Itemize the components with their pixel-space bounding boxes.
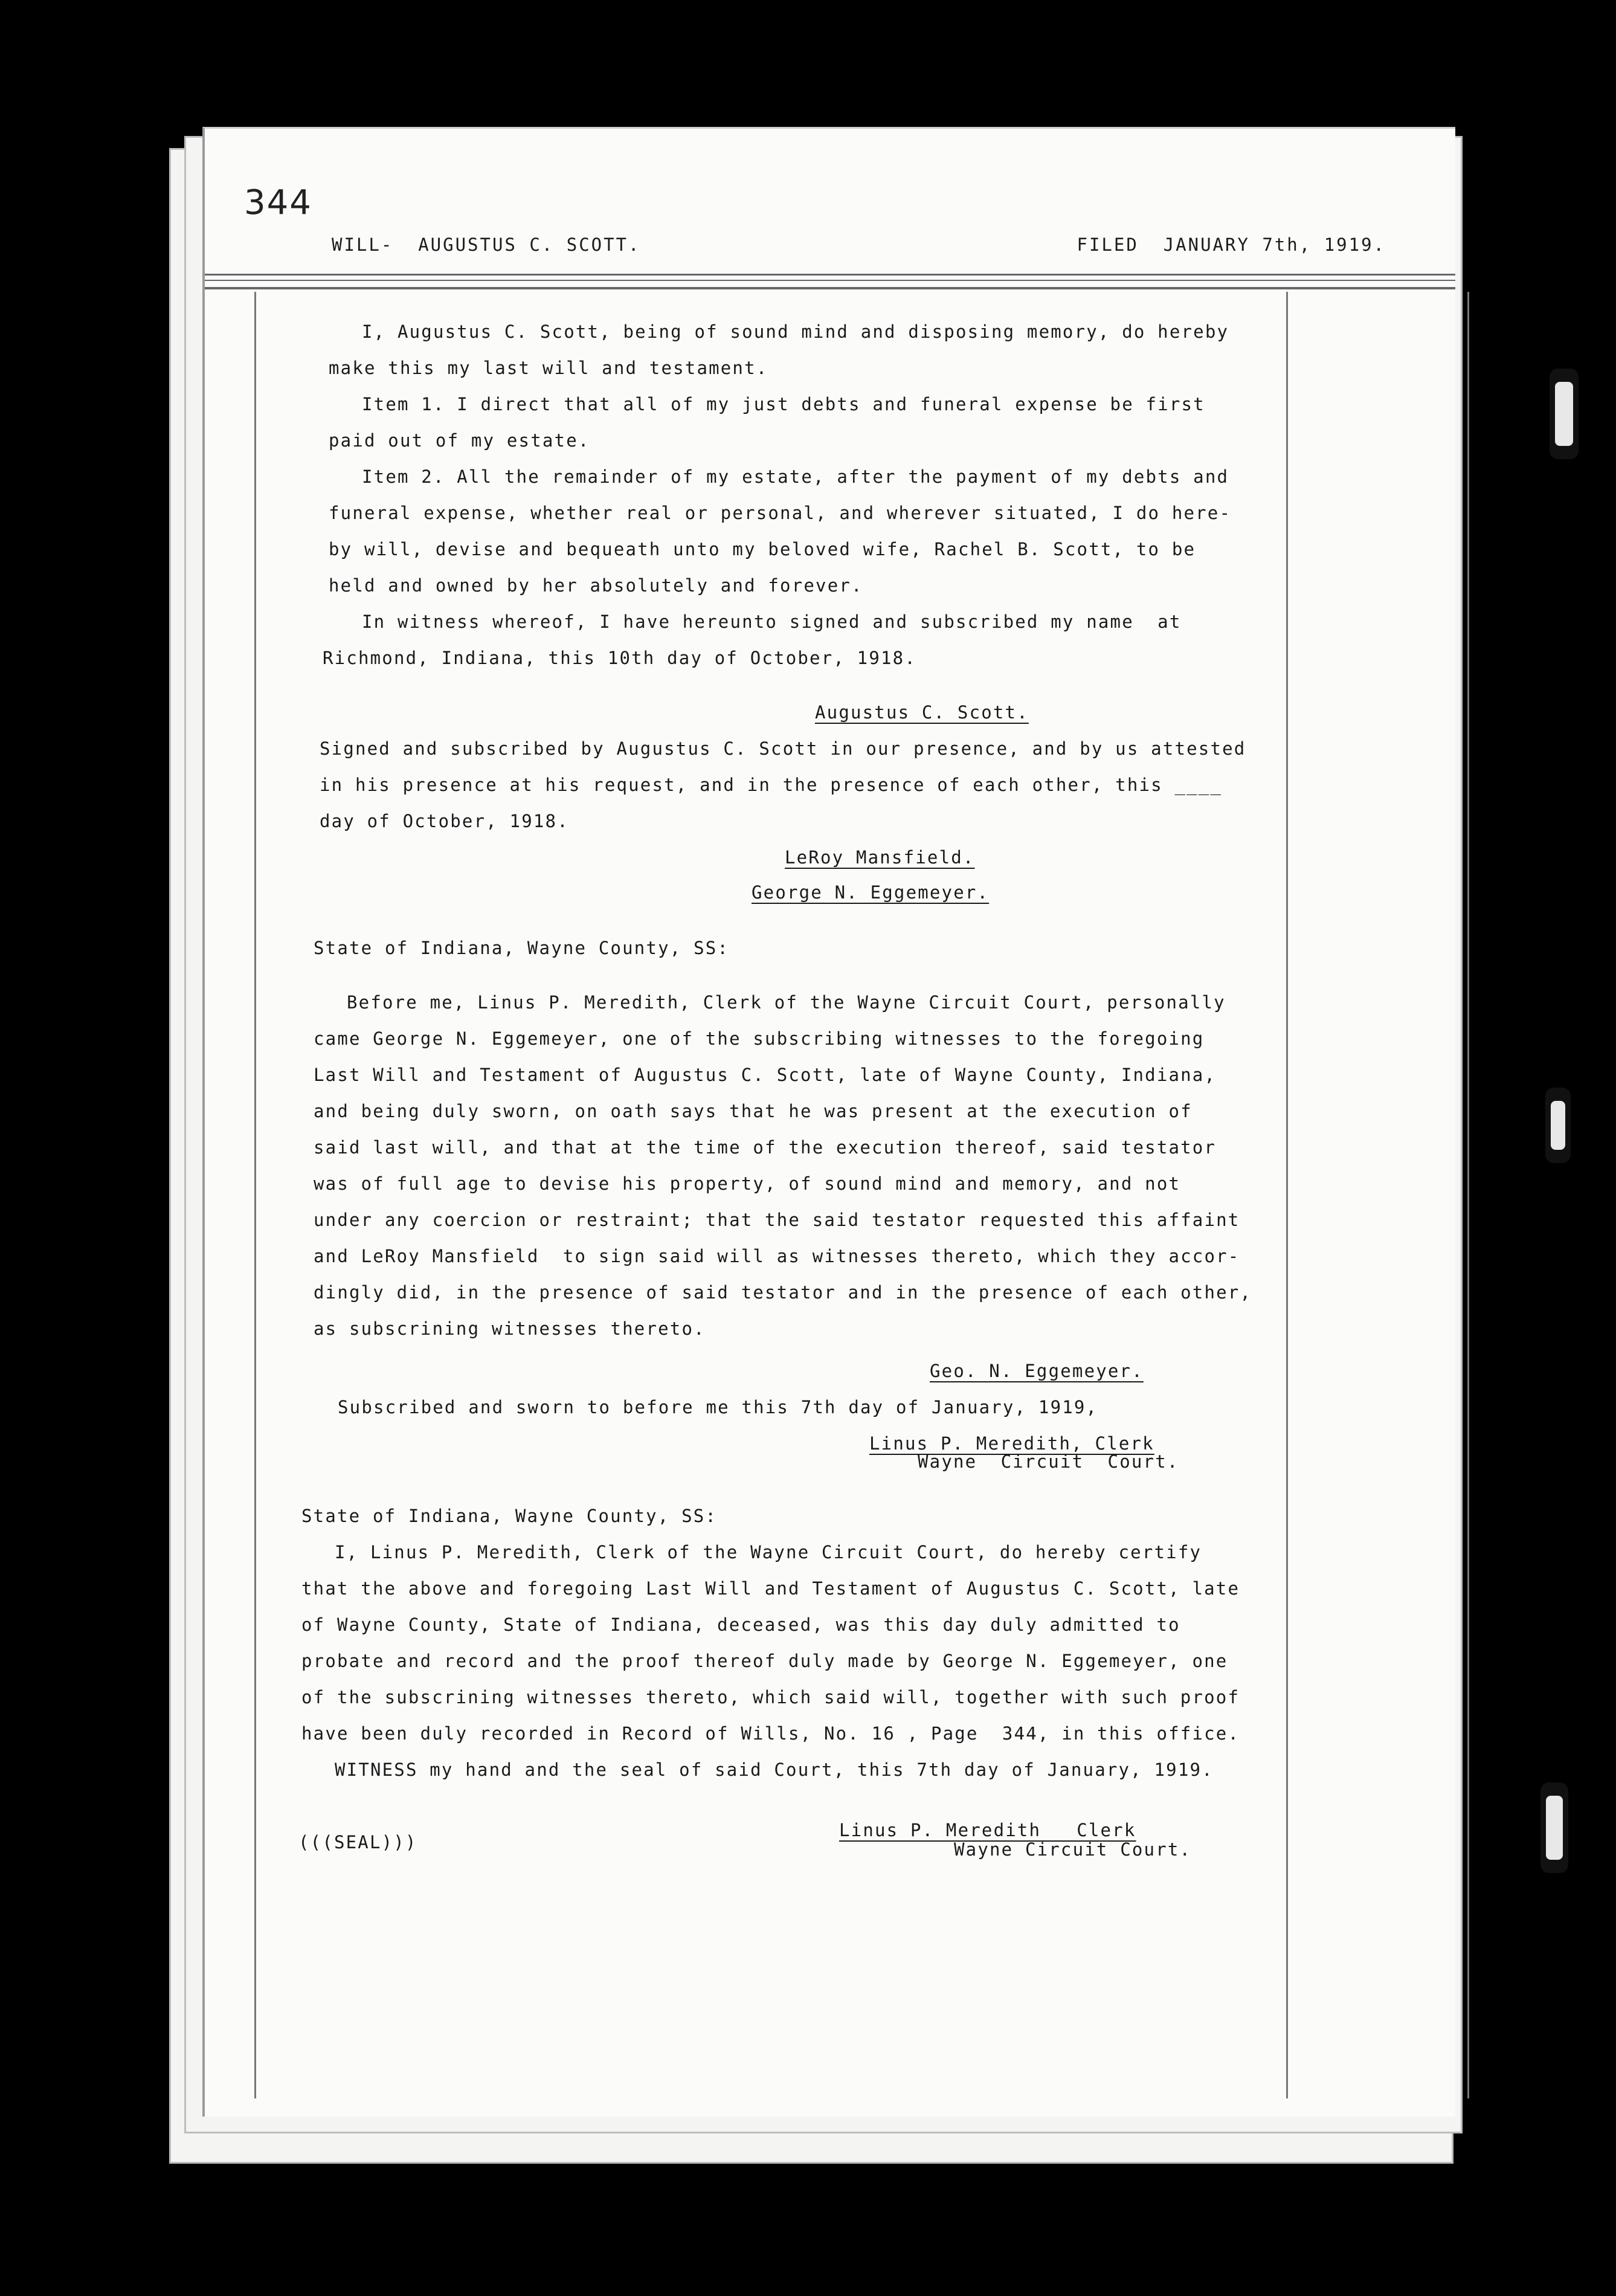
will-line: by will, devise and bequeath unto my beloved wife, Rachel B. Scott, to be [329,539,1196,559]
certificate-line: have been duly recorded in Record of Wills, No. 16 , Page 344, in this office. [301,1723,1240,1744]
will-line: funeral expense, whether real or personal, and wherever situated, I do here- [329,503,1232,523]
affidavit-line: dingly did, in the presence of said testator and in the presence of each other, [314,1282,1252,1303]
outer-margin-line [1467,292,1469,2098]
affidavit-line: said last will, and that at the time of the execution thereof, said testator [314,1137,1217,1158]
page-number: 344 [244,183,312,222]
will-line: paid out of my estate. [329,430,590,451]
affidavit-line: as subscrining witnesses thereto. [314,1318,706,1339]
will-line: Richmond, Indiana, this 10th day of October, 1918. [323,648,916,668]
clerk-signature: Linus P. Meredith, Clerk [869,1433,1154,1454]
will-line: I, Augustus C. Scott, being of sound mind and disposing memory, do hereby [362,321,1229,342]
seal-text: (((SEAL))) [298,1832,417,1853]
witness-signature: LeRoy Mansfield. [785,847,975,868]
certificate-line: probate and record and the proof thereof duly made by George N. Eggemeyer, one [301,1651,1228,1671]
will-line: Item 1. I direct that all of my just debts and funeral expense be first [362,394,1205,414]
testator-signature: Augustus C. Scott. [815,702,1029,723]
affidavit-line: Last Will and Testament of Augustus C. Scott, late of Wayne County, Indiana, [314,1065,1217,1085]
certificate-venue: State of Indiana, Wayne County, SS: [301,1506,718,1526]
attestation-line: day of October, 1918. [320,811,569,831]
binder-clip-icon [1540,1782,1568,1873]
will-line: In witness whereof, I have hereunto signed and subscribed my name at [362,611,1182,632]
witness-signature: George N. Eggemeyer. [752,882,990,903]
left-margin-line [254,292,256,2098]
clerk-signature: Linus P. Meredith Clerk [839,1820,1136,1840]
attestation-line: in his presence at his request, and in the presence of each other, this ____ [320,775,1223,795]
will-line: Item 2. All the remainder of my estate, after the payment of my debts and [362,466,1229,487]
right-margin-line [1286,292,1288,2098]
affidavit-line: Before me, Linus P. Meredith, Clerk of the Wayne Circuit Court, personally [347,992,1226,1013]
certificate-line: of the subscrining witnesses thereto, which said will, together with such proof [301,1687,1240,1707]
jurat-line: Subscribed and sworn to before me this 7th day of January, 1919, [338,1397,1098,1417]
header-title: WILL- AUGUSTUS C. SCOTT. [332,234,641,255]
binder-clip-icon [1545,1088,1571,1163]
header-rule-2 [205,280,1455,281]
certificate-line: of Wayne County, State of Indiana, deceased, was this day duly admitted to [301,1614,1180,1635]
filed-date: FILED JANUARY 7th, 1919. [1077,234,1386,255]
attestation-line: Signed and subscribed by Augustus C. Scott in our presence, and by us attested [320,738,1246,759]
certificate-line: I, Linus P. Meredith, Clerk of the Wayne Circuit Court, do hereby certify [335,1542,1202,1562]
certificate-line: WITNESS my hand and the seal of said Court, this 7th day of January, 1919. [335,1759,1214,1780]
affidavit-line: was of full age to devise his property, of sound mind and memory, and not [314,1173,1181,1194]
certificate-line: that the above and foregoing Last Will and Testament of Augustus C. Scott, late [301,1578,1240,1599]
affidavit-line: under any coercion or restraint; that the said testator requested this affaint [314,1210,1240,1230]
header-rule [205,274,1455,276]
record-page [202,127,1455,2117]
clerk-court: Wayne Circuit Court. [954,1839,1192,1860]
affidavit-venue: State of Indiana, Wayne County, SS: [314,938,730,958]
header-rule-3 [205,287,1455,289]
binder-clip-icon [1550,369,1579,459]
affidavit-line: and being duly sworn, on oath says that he was present at the execution of [314,1101,1193,1121]
clerk-court: Wayne Circuit Court. [918,1451,1179,1472]
will-line: make this my last will and testament. [329,358,768,378]
will-line: held and owned by her absolutely and forever. [329,575,863,596]
affiant-signature: Geo. N. Eggemeyer. [930,1361,1144,1381]
affidavit-line: came George N. Eggemeyer, one of the subscribing witnesses to the foregoing [314,1028,1205,1049]
affidavit-line: and LeRoy Mansfield to sign said will as witnesses thereto, which they accor- [314,1246,1240,1266]
